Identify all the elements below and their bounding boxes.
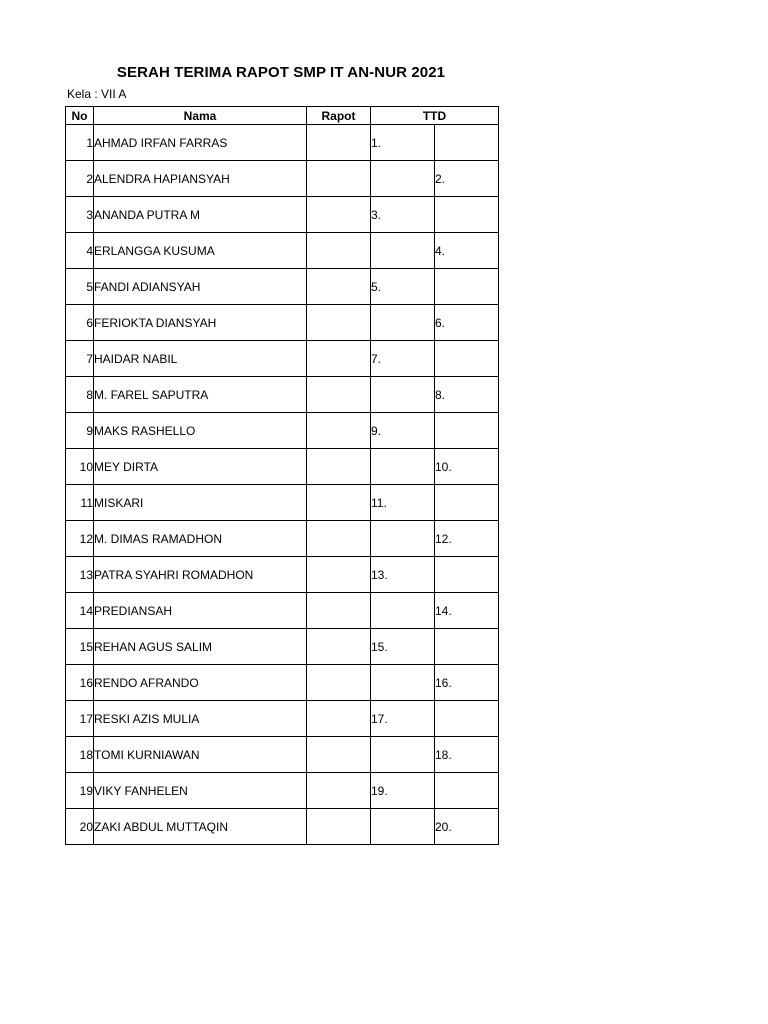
signature-cell-right: [435, 269, 499, 305]
signature-cell-left: 3.: [371, 197, 435, 233]
signature-cell-left: 1.: [371, 125, 435, 161]
table-row: [66, 629, 499, 665]
row-number: 1: [66, 125, 94, 161]
table-row: [66, 449, 499, 485]
signature-cell-right: [435, 197, 499, 233]
student-name: REHAN AGUS SALIM: [94, 629, 307, 665]
table-row: [66, 701, 499, 737]
signature-cell-left: 9.: [371, 413, 435, 449]
row-number: 16: [66, 665, 94, 701]
report-cell: [307, 233, 371, 269]
signature-cell-left: 11.: [371, 485, 435, 521]
report-cell: [307, 629, 371, 665]
table-row: [66, 557, 499, 593]
row-number: 20: [66, 809, 94, 845]
header-name: Nama: [94, 107, 307, 125]
student-name: MEY DIRTA: [94, 449, 307, 485]
row-number: 7: [66, 341, 94, 377]
header-no: No: [66, 107, 94, 125]
signature-cell-left: [371, 305, 435, 341]
student-name: ALENDRA HAPIANSYAH: [94, 161, 307, 197]
signature-cell-right: [435, 629, 499, 665]
report-cell: [307, 341, 371, 377]
signature-cell-left: 17.: [371, 701, 435, 737]
report-cell: [307, 485, 371, 521]
row-number: 14: [66, 593, 94, 629]
report-cell: [307, 161, 371, 197]
header-row: [66, 107, 499, 125]
report-cell: [307, 377, 371, 413]
table-row: [66, 413, 499, 449]
signature-cell-left: [371, 377, 435, 413]
student-name: RESKI AZIS MULIA: [94, 701, 307, 737]
signature-cell-right: 14.: [435, 593, 499, 629]
signature-cell-left: 15.: [371, 629, 435, 665]
row-number: 15: [66, 629, 94, 665]
signature-cell-right: 8.: [435, 377, 499, 413]
table-row: [66, 341, 499, 377]
signature-cell-right: 16.: [435, 665, 499, 701]
student-name: ERLANGGA KUSUMA: [94, 233, 307, 269]
signature-cell-left: [371, 593, 435, 629]
signature-cell-right: 6.: [435, 305, 499, 341]
header-signature: TTD: [371, 107, 499, 125]
signature-cell-right: 12.: [435, 521, 499, 557]
row-number: 11: [66, 485, 94, 521]
signature-cell-right: [435, 125, 499, 161]
signature-cell-right: [435, 773, 499, 809]
student-name: VIKY FANHELEN: [94, 773, 307, 809]
student-name: PREDIANSAH: [94, 593, 307, 629]
signature-cell-left: [371, 665, 435, 701]
signature-cell-right: [435, 557, 499, 593]
row-number: 3: [66, 197, 94, 233]
table-row: [66, 197, 499, 233]
student-name: M. DIMAS RAMADHON: [94, 521, 307, 557]
signature-cell-right: [435, 485, 499, 521]
signature-cell-right: [435, 701, 499, 737]
student-name: RENDO AFRANDO: [94, 665, 307, 701]
report-cell: [307, 125, 371, 161]
header-report: Rapot: [307, 107, 371, 125]
signature-cell-left: [371, 809, 435, 845]
student-name: TOMI KURNIAWAN: [94, 737, 307, 773]
student-name: M. FAREL SAPUTRA: [94, 377, 307, 413]
signature-cell-right: 4.: [435, 233, 499, 269]
table-row: [66, 233, 499, 269]
table-row: [66, 593, 499, 629]
report-cell: [307, 557, 371, 593]
signature-cell-left: [371, 233, 435, 269]
document-title: SERAH TERIMA RAPOT SMP IT AN-NUR 2021: [116, 64, 446, 81]
signature-cell-left: [371, 737, 435, 773]
report-cell: [307, 665, 371, 701]
row-number: 17: [66, 701, 94, 737]
report-cell: [307, 737, 371, 773]
table-row: [66, 521, 499, 557]
handover-table: [65, 106, 499, 845]
row-number: 19: [66, 773, 94, 809]
report-cell: [307, 269, 371, 305]
report-cell: [307, 197, 371, 233]
row-number: 13: [66, 557, 94, 593]
table-row: [66, 305, 499, 341]
student-name: MAKS RASHELLO: [94, 413, 307, 449]
signature-cell-left: 5.: [371, 269, 435, 305]
report-cell: [307, 701, 371, 737]
table-row: [66, 269, 499, 305]
signature-cell-right: 10.: [435, 449, 499, 485]
signature-cell-right: 2.: [435, 161, 499, 197]
table-row: [66, 809, 499, 845]
row-number: 9: [66, 413, 94, 449]
student-name: HAIDAR NABIL: [94, 341, 307, 377]
row-number: 8: [66, 377, 94, 413]
table-row: [66, 125, 499, 161]
signature-cell-left: [371, 521, 435, 557]
report-cell: [307, 521, 371, 557]
student-name: PATRA SYAHRI ROMADHON: [94, 557, 307, 593]
table-row: [66, 485, 499, 521]
table-row: [66, 773, 499, 809]
signature-cell-left: 19.: [371, 773, 435, 809]
student-name: ANANDA PUTRA M: [94, 197, 307, 233]
row-number: 5: [66, 269, 94, 305]
report-cell: [307, 809, 371, 845]
table-row: [66, 737, 499, 773]
signature-cell-right: [435, 413, 499, 449]
student-name: ZAKI ABDUL MUTTAQIN: [94, 809, 307, 845]
report-cell: [307, 593, 371, 629]
table-row: [66, 377, 499, 413]
student-name: FERIOKTA DIANSYAH: [94, 305, 307, 341]
row-number: 10: [66, 449, 94, 485]
class-label: Kela : VII A: [67, 87, 127, 101]
report-cell: [307, 773, 371, 809]
signature-cell-left: [371, 161, 435, 197]
row-number: 18: [66, 737, 94, 773]
row-number: 4: [66, 233, 94, 269]
signature-cell-right: 20.: [435, 809, 499, 845]
signature-cell-left: 13.: [371, 557, 435, 593]
report-cell: [307, 413, 371, 449]
row-number: 6: [66, 305, 94, 341]
signature-cell-right: [435, 341, 499, 377]
report-cell: [307, 305, 371, 341]
report-cell: [307, 449, 371, 485]
row-number: 2: [66, 161, 94, 197]
signature-cell-left: [371, 449, 435, 485]
student-name: MISKARI: [94, 485, 307, 521]
signature-cell-right: 18.: [435, 737, 499, 773]
row-number: 12: [66, 521, 94, 557]
signature-cell-left: 7.: [371, 341, 435, 377]
table-row: [66, 161, 499, 197]
student-name: FANDI ADIANSYAH: [94, 269, 307, 305]
table-row: [66, 665, 499, 701]
student-name: AHMAD IRFAN FARRAS: [94, 125, 307, 161]
